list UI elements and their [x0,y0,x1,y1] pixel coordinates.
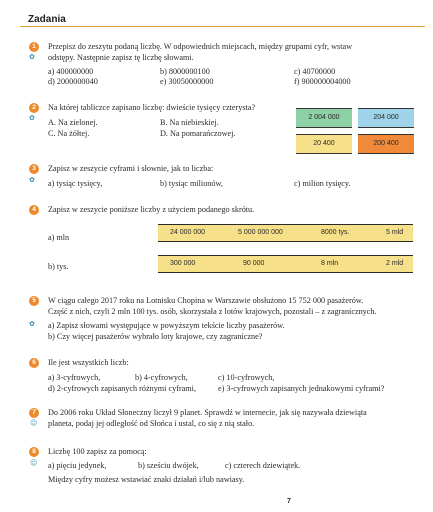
task3-text-line1: Zapisz w zeszycie cyframi i słownie, jak to liczba: [48,164,214,173]
task1-option-b: b) 8000000100 [160,67,210,76]
number-strip-a [158,224,413,242]
task4-label-b: b) tys. [48,262,69,271]
task4-label-a: a) mln [48,233,70,242]
page-number: 7 [287,498,291,505]
task7-text-line2: planeta, podaj jej odległość od Słońca i ustal, co się z nią stało. [48,419,255,428]
task5-option-a: a) Zapisz słowami występujące w powyższym tekście liczby pasażerów. [48,321,285,330]
task2-option-a: A. Na zielonej. [48,118,98,127]
strip-a-value: 8000 tys. [321,229,350,236]
task7-text-line1: Do 2006 roku Układ Słoneczny liczył 9 planet. Sprawdź w internecie, jak się nazywała dziewiąta [48,408,367,417]
header [20,10,425,30]
task1-text-line2: odstępy. Następnie zapisz tę liczbę słowami. [48,53,194,62]
task-number-3: 3 [29,164,39,174]
task2-text-line1: Na której tabliczce zapisano liczbę: dwieście tysięcy czterysta? [48,103,256,112]
task6-option-d: d) 2-cyfrowych zapisanych różnymi cyframi, [48,384,196,393]
task-number-7: 7 [29,408,39,418]
task1-option-a: a) 400000000 [48,67,94,76]
strip-b-value: 90 000 [243,260,265,267]
task-number-4: 4 [29,205,39,215]
task6-option-e: e) 3-cyfrowych zapisanych jednakowymi cyframi? [218,384,385,393]
strip-b-value: 300 000 [170,260,196,267]
task8-option-a: a) pięciu jedynek, [48,461,107,470]
orange-plate: 200 400 [358,134,414,154]
pair-work-icon: ✿ [29,53,35,61]
strip-a-value: 5 mld [386,229,404,236]
task8-option-b: b) sześciu dwójek, [138,461,199,470]
task-number-5: 5 [29,296,39,306]
strip-a-value: 24 000 000 [170,229,206,236]
task6-text-line1: Ile jest wszystkich liczb: [48,358,129,367]
internet-search-icon: ☺ [30,419,38,427]
task1-option-c: c) 40700000 [294,67,336,76]
task4-text-line1: Zapisz w zeszycie poniższe liczby z użyciem podanego skrótu. [48,205,255,214]
task6-option-a: a) 3-cyfrowych, [48,373,101,382]
task8-text-line1: Liczbę 100 zapisz za pomocą: [48,447,147,456]
task6-option-b: b) 4-cyfrowych, [135,373,188,382]
pair-work-icon: ✿ [29,320,35,328]
task1-option-e: e) 30050000000 [160,77,214,86]
task-number-2: 2 [29,103,39,113]
task-number-1: 1 [29,42,39,52]
green-plate: 2 004 000 [296,108,352,128]
task3-option-b: b) tysiąc milionów, [160,179,223,188]
blue-plate: 204 000 [358,108,414,128]
strip-b-value: 8 mln [321,260,339,267]
task-number-6: 6 [29,358,39,368]
strip-a-value: 5 000 000 000 [238,229,283,236]
strip-b-value: 2 mld [386,260,404,267]
page-title: Zadania [28,14,66,25]
task1-option-d: d) 2000000040 [48,77,98,86]
task3-option-c: c) milion tysięcy. [294,179,351,188]
title-divider [20,26,425,27]
task5-text-line2: Część z nich, czyli 2 mln 100 tys. osób, skorzystała z lotów krajowych, pozostali – z zagranicznych. [48,307,377,316]
pair-work-icon: ✿ [29,176,35,184]
task2-option-c: C. Na żółtej. [48,129,90,138]
task3-option-a: a) tysiąc tysięcy, [48,179,103,188]
task2-option-d: D. Na pomarańczowej. [160,129,236,138]
task1-text-line1: Przepisz do zeszytu podaną liczbę. W odpowiednich miejscach, między grupami cyfr, wstaw [48,42,353,51]
task2-option-b: B. Na niebieskiej. [160,118,219,127]
task8-option-c: c) czterech dziewiątek. [225,461,301,470]
thinking-icon: ☺ [30,459,38,467]
pair-work-icon: ✿ [29,114,35,122]
task6-option-c: c) 10-cyfrowych, [218,373,275,382]
task5-text-line1: W ciągu całego 2017 roku na Lotnisku Chopina w Warszawie obsłużono 15 752 000 pasażerów. [48,296,364,305]
task5-option-b: b) Czy więcej pasażerów wybrało loty krajowe, czy zagraniczne? [48,332,263,341]
task8-text-line2: Między cyfry możesz wstawiać znaki działań i/lub nawiasy. [48,475,245,484]
number-strip-b [158,255,413,273]
task-number-8: 8 [29,447,39,457]
yellow-plate: 20 400 [296,134,352,154]
task1-option-f: f) 900000004000 [294,77,351,86]
